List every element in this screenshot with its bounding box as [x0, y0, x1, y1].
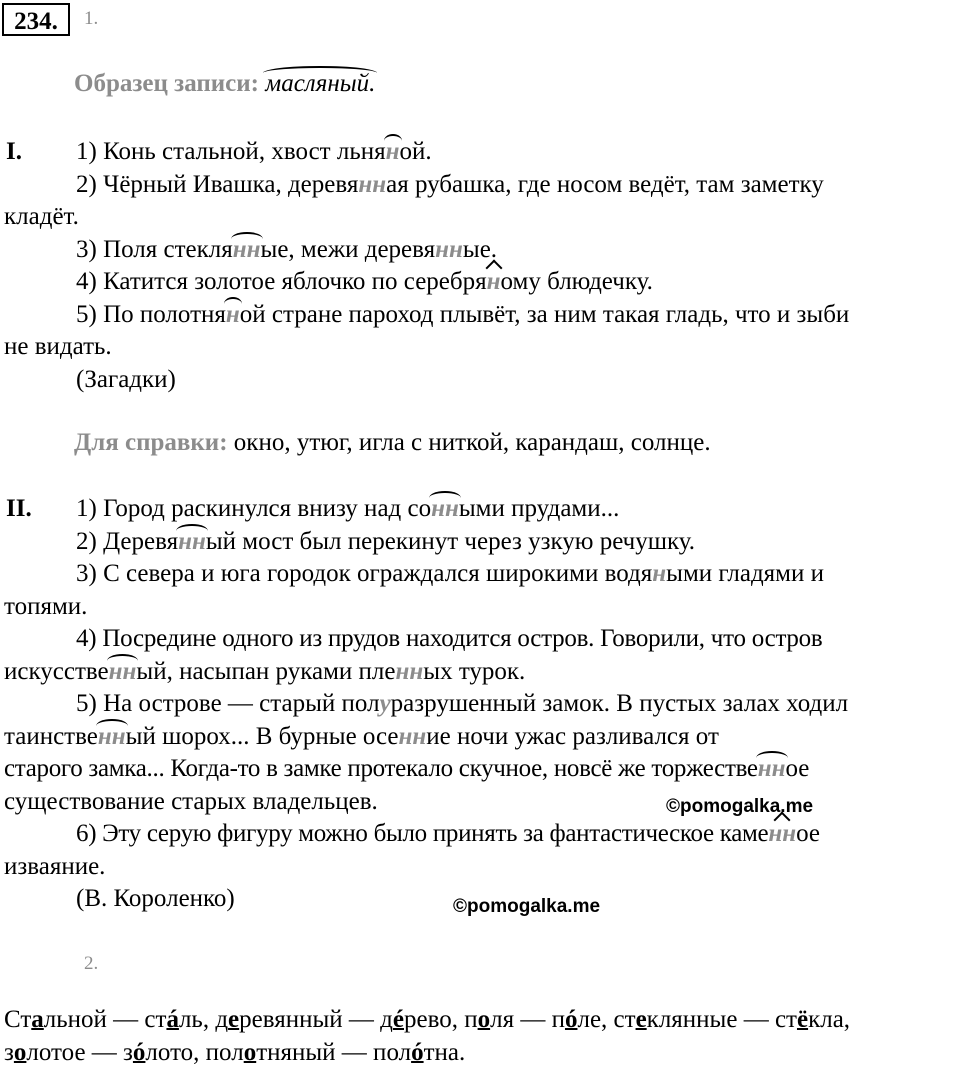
underlined-letter: о	[478, 1006, 491, 1033]
highlight-letter: нн	[768, 820, 796, 847]
highlight-letter: нн	[435, 236, 463, 263]
highlight-letter: нн	[399, 723, 427, 750]
highlight-letter: нн	[109, 658, 137, 685]
sentence-1: 1) Город раскинулся внизу над сонными прудами...	[4, 493, 956, 526]
highlight-letter: н	[652, 560, 666, 587]
highlight-letter: н	[487, 268, 501, 295]
answer-text: Ст	[4, 1006, 31, 1033]
section-1	[4, 136, 956, 396]
highlight-letter: у	[380, 690, 391, 717]
reference-text: окно, утюг, игла с ниткой, карандаш, солнце.	[234, 429, 711, 456]
highlight-letter: нн	[396, 658, 424, 685]
reference-label: Для справки:	[74, 429, 228, 456]
reference-line	[74, 427, 711, 460]
section-1-source: (Загадки)	[4, 364, 956, 397]
highlight-letter: нн	[98, 723, 126, 750]
sample-label: Образец записи:	[74, 70, 259, 97]
riddle-2: 2) Чёрный Ивашка, деревянная рубашка, где носом ведёт, там заметку	[4, 169, 956, 202]
sentence-5-cont-2: старого замка... Когда-то в замке протекало скучное, новсё же торжественное	[4, 753, 956, 786]
section-1-roman: I.	[6, 136, 22, 169]
answer-line-1	[4, 1004, 956, 1037]
exercise-number: 234.	[2, 3, 70, 36]
answer-text: ля — п	[490, 1006, 565, 1033]
section-2	[4, 493, 956, 916]
underlined-letter: е	[636, 1006, 647, 1033]
section-2-roman: II.	[6, 493, 32, 526]
sentence-6-cont: изваяние.	[4, 851, 956, 884]
answer-text: тна.	[424, 1039, 466, 1066]
underlined-letter: ó	[133, 1039, 146, 1066]
sentence-6: 6) Эту серую фигуру можно было принять за фантастическое каменное	[4, 818, 956, 851]
answer-text: рево, п	[404, 1006, 478, 1033]
underlined-letter: а	[31, 1006, 44, 1033]
highlight-letter: нн	[758, 755, 786, 782]
underlined-letter: о	[14, 1039, 27, 1066]
underlined-letter: á	[166, 1006, 179, 1033]
highlight-letter: нн	[431, 495, 459, 522]
highlight-letter: н	[226, 301, 240, 328]
section-2-source: (В. Короленко)	[4, 883, 956, 916]
answer-text: ль, д	[179, 1006, 228, 1033]
answer-text: лото, пол	[145, 1039, 243, 1066]
highlight-letter: нн	[358, 171, 386, 198]
answer-text: з	[4, 1039, 14, 1066]
part-2-label: 2.	[84, 953, 98, 975]
sample-line	[74, 68, 375, 101]
highlight-letter: н	[386, 138, 400, 165]
sentence-3: 3) С севера и юга городок ограждался широкими водяными гладями и	[4, 558, 956, 591]
sentence-5: 5) На острове — старый полуразрушенный замок. В пустых залах ходил	[4, 688, 956, 721]
underlined-letter: ó	[565, 1006, 578, 1033]
watermark: ©pomogalka.me	[666, 796, 813, 818]
sample-word: масляный.	[265, 70, 375, 97]
highlight-letter: нн	[178, 528, 206, 555]
highlight-letter: нн	[233, 236, 261, 263]
underlined-letter: é	[393, 1006, 404, 1033]
underlined-letter: ó	[411, 1039, 424, 1066]
riddle-3: 3) Поля стеклянные, межи деревянные.	[4, 234, 956, 267]
underlined-letter: ё	[797, 1006, 808, 1033]
riddle-4: 4) Катится золотое яблочко по серебряному блюдечку.	[4, 266, 956, 299]
riddle-5: 5) По полотняной стране пароход плывёт, за ним такая гладь, что и зыби	[4, 299, 956, 332]
sentence-4: 4) Посредине одного из прудов находится остров. Говорили, что остров	[4, 623, 956, 656]
sentence-3-cont: топями.	[4, 591, 956, 624]
answer-line-2	[4, 1037, 956, 1069]
riddle-5-cont: не видать.	[4, 331, 956, 364]
answer	[4, 1004, 956, 1069]
watermark: ©pomogalka.me	[453, 896, 600, 918]
answer-text: ревянный — д	[239, 1006, 393, 1033]
riddle-2-cont: кладёт.	[4, 201, 956, 234]
sentence-2: 2) Деревянный мост был перекинут через узкую речушку.	[4, 526, 956, 559]
part-1-label: 1.	[84, 8, 98, 30]
underlined-letter: о	[244, 1039, 257, 1066]
underlined-letter: е	[228, 1006, 239, 1033]
sentence-5-cont-3: существование старых владельцев.	[4, 786, 956, 819]
answer-text: ле, ст	[577, 1006, 635, 1033]
sentence-4-cont: искусственный, насыпан руками пленных турок.	[4, 656, 956, 689]
answer-text: лотое — з	[26, 1039, 133, 1066]
sentence-5-cont-1: таинственный шорох... В бурные осенние ночи ужас разливался от	[4, 721, 956, 754]
answer-text: льной — ст	[44, 1006, 167, 1033]
answer-text: клянные — ст	[647, 1006, 797, 1033]
answer-text: кла,	[808, 1006, 850, 1033]
answer-text: тняный — пол	[256, 1039, 411, 1066]
riddle-1: 1) Конь стальной, хвост льняной.	[4, 136, 956, 169]
